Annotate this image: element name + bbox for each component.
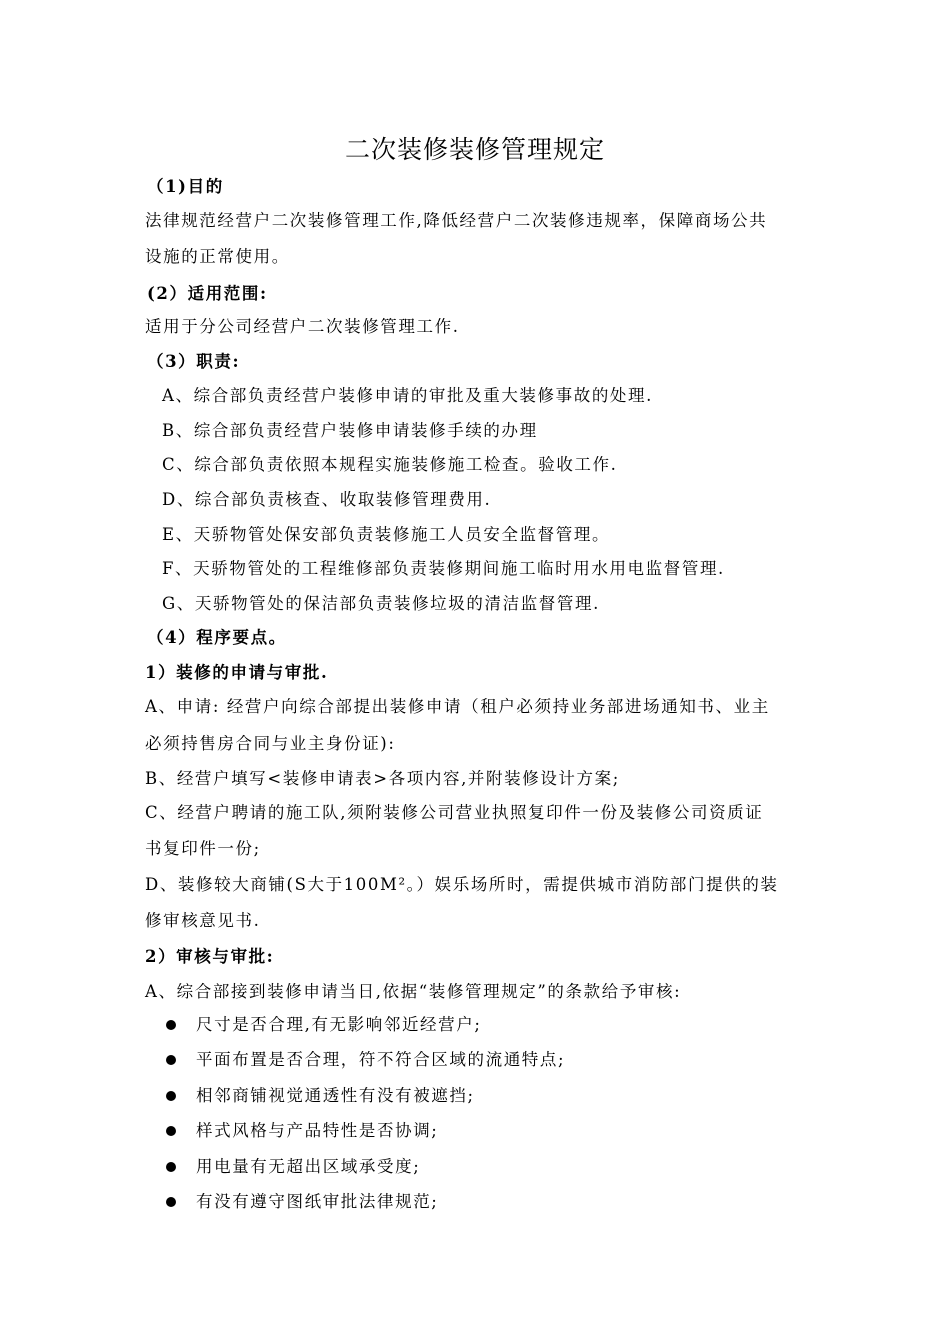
section2-text: 适用于分公司经营户二次装修管理工作. xyxy=(145,317,460,336)
sub1-b: B、经营户填写<装修申请表>各项内容,并附装修设计方案; xyxy=(145,769,620,788)
bullet-item-4: 样式风格与产品特性是否协调; xyxy=(196,1121,439,1140)
sub1-c-line1: C、经营户聘请的施工队,须附装修公司营业执照复印件一份及装修公司资质证 xyxy=(145,803,764,822)
bullet-item-6: 有没有遵守图纸审批法律规范; xyxy=(196,1192,439,1211)
section1-text-line2: 设施的正常使用。 xyxy=(145,247,290,266)
sub1-d-line2: 修审核意见书. xyxy=(145,911,261,930)
duty-item-c: C、综合部负责依照本规程实施装修施工检查。验收工作. xyxy=(162,455,618,474)
duty-item-f: F、天骄物管处的工程维修部负责装修期间施工临时用水用电监督管理. xyxy=(162,559,725,578)
section1-heading: （1)目的 xyxy=(147,177,224,196)
sub1-a-line2: 必须持售房合同与业主身份证): xyxy=(145,734,396,753)
bullet-dot xyxy=(166,1126,176,1136)
sub1-c-line2: 书复印件一份; xyxy=(145,839,261,858)
bullet-item-5: 用电量有无超出区域承受度; xyxy=(196,1157,421,1176)
section2-heading: (2）适用范围: xyxy=(147,284,268,303)
document-title: 二次装修装修管理规定 xyxy=(344,135,605,164)
duty-item-e: E、天骄物管处保安部负责装修施工人员安全监督管理。 xyxy=(162,525,611,544)
bullet-dot xyxy=(166,1162,176,1172)
section1-text-line1: 法律规范经营户二次装修管理工作,降低经营户二次装修违规率，保障商场公共 xyxy=(145,211,768,230)
bullet-dot xyxy=(166,1197,176,1207)
duty-item-b: B、综合部负责经营户装修申请装修手续的办理 xyxy=(162,421,538,440)
bullet-item-1: 尺寸是否合理,有无影响邻近经营户; xyxy=(196,1015,482,1034)
bullet-dot xyxy=(166,1055,176,1065)
duty-item-a: A、综合部负责经营户装修申请的审批及重大装修事故的处理. xyxy=(162,386,653,405)
bullet-item-2: 平面布置是否合理，符不符合区域的流通特点; xyxy=(196,1050,566,1069)
bullet-item-3: 相邻商铺视觉通透性有没有被遮挡; xyxy=(196,1086,475,1105)
sub2-heading: 2）审核与审批: xyxy=(145,947,275,966)
bullet-dot xyxy=(166,1091,176,1101)
sub2-a: A、综合部接到装修申请当日,依据“装修管理规定”的条款给予审核: xyxy=(145,982,682,1001)
bullet-dot xyxy=(166,1020,176,1030)
duty-item-d: D、综合部负责核查、收取装修管理费用. xyxy=(162,490,492,509)
duty-item-g: G、天骄物管处的保洁部负责装修垃圾的清洁监督管理. xyxy=(162,594,600,613)
sub1-heading: 1）装修的申请与审批. xyxy=(145,663,329,682)
section4-heading: （4）程序要点。 xyxy=(147,628,287,647)
sub1-d-line1: D、装修较大商铺(S大于100M²。）娱乐场所时，需提供城市消防部门提供的装 xyxy=(145,875,779,894)
sub1-a-line1: A、申请: 经营户向综合部提出装修申请（租户必须持业务部进场通知书、业主 xyxy=(145,697,770,716)
section3-heading: （3）职责: xyxy=(147,352,241,371)
